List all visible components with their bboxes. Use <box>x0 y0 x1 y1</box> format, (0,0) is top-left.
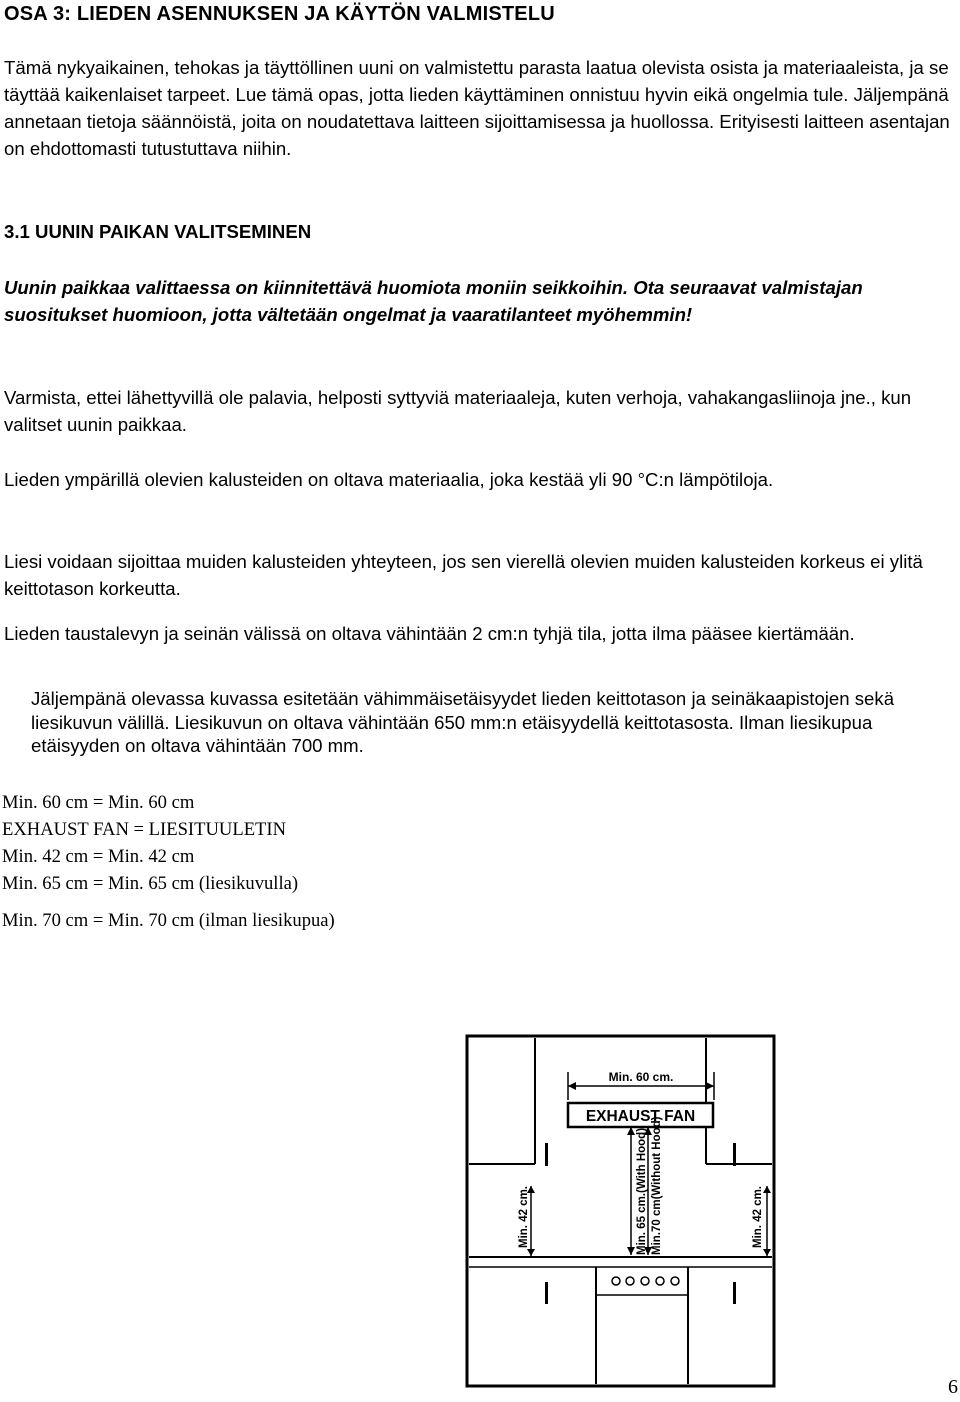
knob-icon <box>656 1277 664 1285</box>
no-hood-label: Min.70 cm(Without Hood) <box>651 1116 663 1255</box>
legend-item: Min. 70 cm = Min. 70 cm (ilman liesikupua) <box>2 910 335 931</box>
page-number: 6 <box>948 1376 958 1398</box>
knob-icon <box>641 1277 649 1285</box>
knob-icon <box>671 1277 679 1285</box>
paragraph-flammables: Varmista, ettei lähettyvillä ole palavia, helposti syttyviä materiaaleja, kuten verhoja, vahakangasliinoja jne., kun valitset uunin paikkaa. <box>4 387 912 435</box>
page-heading: OSA 3: LIEDEN ASENNUKSEN JA KÄYTÖN VALMISTELU <box>4 3 555 25</box>
hood-label: Min. 65 cm.(With Hood) <box>636 1127 648 1255</box>
left-height-label: Min. 42 cm. <box>518 1186 530 1248</box>
section-title: 3.1 UUNIN PAIKAN VALITSEMINEN <box>4 221 312 242</box>
exhaust-fan-label: EXHAUST FAN <box>585 1108 696 1125</box>
paragraph-min-distances: Jäljempänä olevassa kuvassa esitetään vähimmäisetäisyydet lieden keittotason ja seinäkaapistojen sekä liesikuvun välillä. Liesikuvun on oltava vähintään 650 mm:n etäisyydellä keittotasosta. Ilman liesikupua etäisyyden on oltava vähintään 700 mm. <box>31 688 895 756</box>
right-upper-handle <box>733 1143 736 1166</box>
left-upper-handle <box>545 1143 548 1166</box>
emphasis-paragraph: Uunin paikkaa valittaessa on kiinnitettävä huomiota moniin seikkoihin. Ota seuraavat valmistajan suositukset huomioon, jotta vältetään ongelmat ja vaaratilanteet myöhemmin! <box>4 277 863 325</box>
legend-item: Min. 42 cm = Min. 42 cm <box>2 846 195 867</box>
legend-item: EXHAUST FAN = LIESITUULETIN <box>2 819 287 840</box>
intro-paragraph: Tämä nykyaikainen, tehokas ja täyttöllinen uuni on valmistettu parasta laatua olevista osista ja materiaaleista, ja se täyttää kaikenlaiset tarpeet. Lue tämä opas, jotta lieden käyttäminen onnistuu hyvin eikä ongelmia tule. Jäljempänä annetaan tietoja säännöistä, joita on noudatettava laitteen sijoittamisessa ja huollossa. Erityisesti laitteen asentajan on ehdottomasti tutustuttava niihin. <box>4 57 950 159</box>
knob-icon <box>626 1277 634 1285</box>
right-lower-handle <box>733 1282 736 1304</box>
right-height-arrow-top <box>763 1186 771 1193</box>
width-arrow-left <box>568 1082 576 1090</box>
width-label: Min. 60 cm. <box>608 1070 674 1084</box>
left-height-arrow-bottom <box>527 1249 535 1256</box>
width-arrow-right <box>706 1082 714 1090</box>
hood-arrow-bottom <box>627 1247 635 1255</box>
paragraph-furniture-height: Liesi voidaan sijoittaa muiden kalusteiden yhteyteen, jos sen vierellä olevien muiden kalusteiden korkeus ei ylitä keittotason korkeutta. <box>4 551 923 599</box>
legend-item: Min. 60 cm = Min. 60 cm <box>2 792 195 813</box>
right-height-label: Min. 42 cm. <box>752 1186 764 1248</box>
left-lower-handle <box>545 1282 548 1304</box>
right-height-arrow-bottom <box>763 1249 771 1256</box>
legend-item: Min. 65 cm = Min. 65 cm (liesikuvulla) <box>2 873 299 894</box>
paragraph-air-gap: Lieden taustalevyn ja seinän välissä on oltava vähintään 2 cm:n tyhjä tila, jotta ilma pääsee kiertämään. <box>4 623 855 644</box>
diagram-frame <box>467 1036 774 1386</box>
paragraph-furniture-material: Lieden ympärillä olevien kalusteiden on oltava materiaalia, joka kestää yli 90 °C:n lämpötiloja. <box>4 469 774 490</box>
knob-icon <box>612 1277 620 1285</box>
